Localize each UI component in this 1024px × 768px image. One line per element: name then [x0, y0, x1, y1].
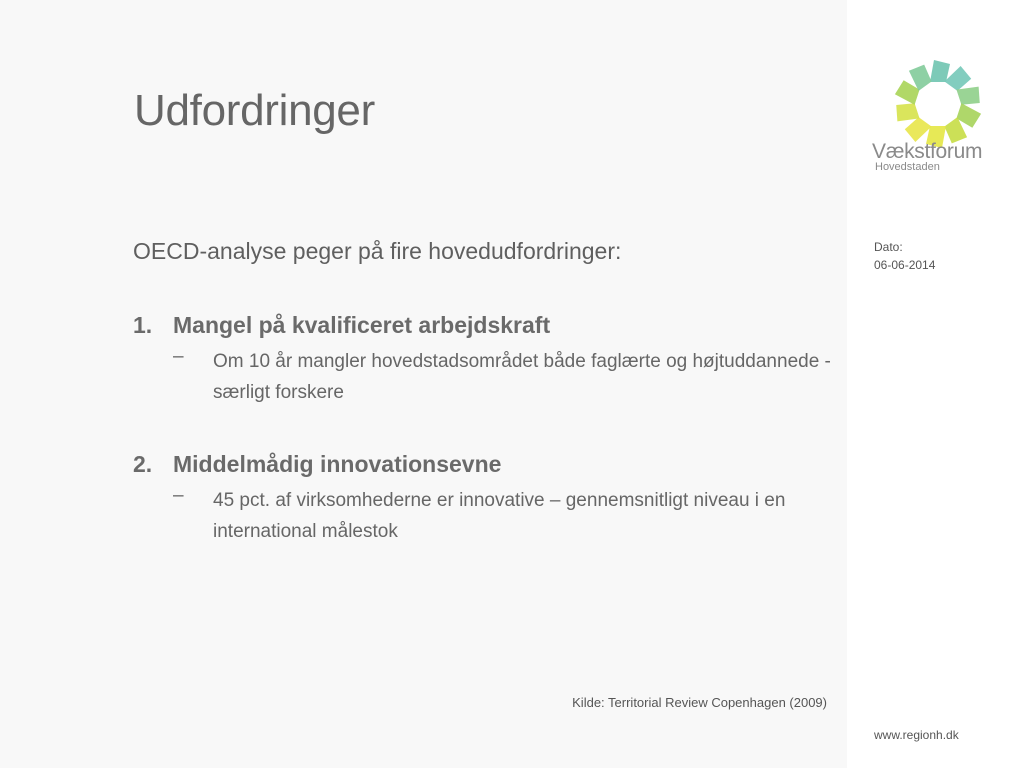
item-heading: Mangel på kvalificeret arbejdskraft — [173, 312, 551, 338]
logo-petal — [930, 60, 950, 82]
intro-text: OECD-analyse peger på fire hovedudfordringer: — [133, 238, 622, 264]
date-label: Dato: — [874, 240, 903, 254]
item-subtext: 45 pct. af virksomhederne er innovative – gennemsnitligt niveau i en international målestok — [213, 490, 786, 542]
date-value: 06-06-2014 — [874, 258, 936, 272]
item-number: 2. — [133, 451, 153, 477]
logo-subtitle: Hovedstaden — [875, 161, 940, 173]
sub-bullet-dash: – — [173, 346, 184, 367]
logo-name: Vækstforum — [872, 140, 983, 163]
sub-bullet-dash: – — [173, 485, 184, 506]
slide-title: Udfordringer — [134, 86, 375, 135]
item-subtext: Om 10 år mangler hovedstadsområdet både faglærte og højtuddannede - særligt forskere — [213, 351, 831, 403]
website-link[interactable]: www.regionh.dk — [874, 728, 959, 742]
item-heading: Middelmådig innovationsevne — [173, 451, 502, 477]
item-number: 1. — [133, 312, 153, 338]
source-citation: Kilde: Territorial Review Copenhagen (2009) — [572, 695, 827, 710]
